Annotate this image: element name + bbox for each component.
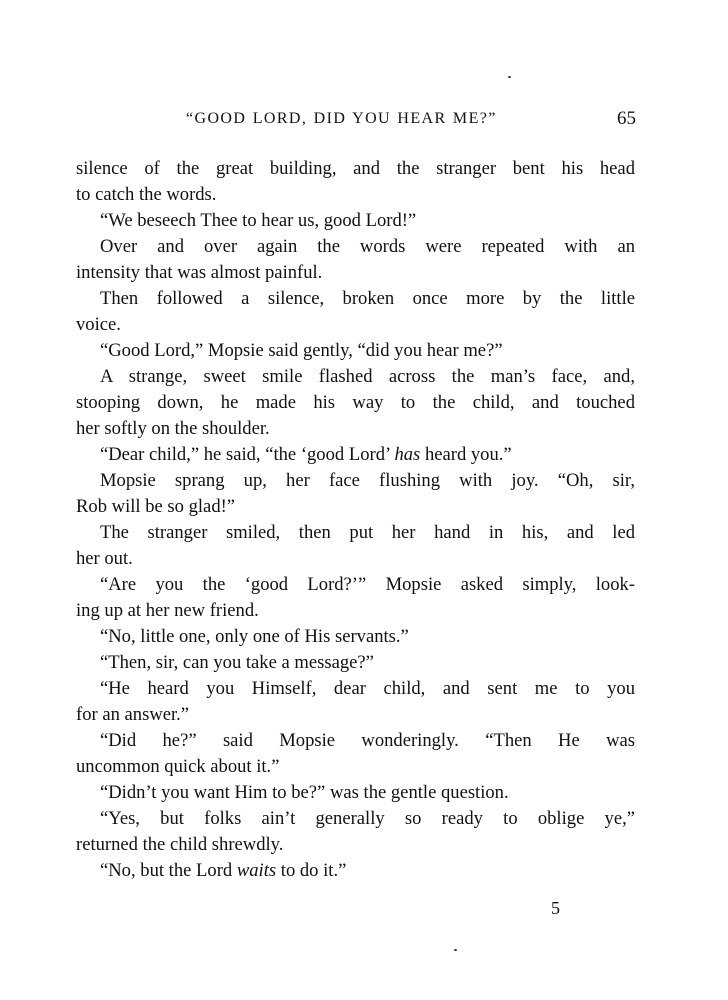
text-line: Mopsie sprang up, her face flushing with joy. “Oh, sir, bbox=[100, 470, 635, 491]
text-line: “Are you the ‘good Lord?’” Mopsie asked simply, look- bbox=[100, 574, 635, 595]
text-line: her out. bbox=[76, 548, 133, 569]
body-text bbox=[76, 156, 635, 884]
page-number: 65 bbox=[617, 108, 636, 129]
text-line: stooping down, he made his way to the child, and touched bbox=[76, 392, 635, 413]
text-line: uncommon quick about it.” bbox=[76, 756, 280, 777]
text-line: for an answer.” bbox=[76, 704, 190, 725]
text-line: ing up at her new friend. bbox=[76, 600, 259, 621]
text-line: intensity that was almost painful. bbox=[76, 262, 323, 283]
text-line: “Good Lord,” Mopsie said gently, “did you hear me?” bbox=[100, 340, 503, 361]
text-line: “Dear child,” he said, “the ‘good Lord’ has heard you.” bbox=[100, 444, 512, 465]
text-line: Then followed a silence, broken once more by the little bbox=[100, 288, 635, 309]
text-line: “Yes, but folks ain’t generally so ready to oblige ye,” bbox=[100, 808, 635, 829]
text-line: Over and over again the words were repeated with an bbox=[100, 236, 635, 257]
text-line: The stranger smiled, then put her hand in his, and led bbox=[100, 522, 635, 543]
text-line: “No, little one, only one of His servants.” bbox=[100, 626, 409, 647]
print-speck bbox=[454, 949, 457, 951]
running-title: “GOOD LORD, DID YOU HEAR ME?” bbox=[186, 110, 497, 127]
text-line: Rob will be so glad!” bbox=[76, 496, 236, 517]
text-line: her softly on the shoulder. bbox=[76, 418, 270, 439]
text-line: silence of the great building, and the stranger bent his head bbox=[76, 158, 635, 179]
print-speck bbox=[508, 76, 511, 78]
text-line: voice. bbox=[76, 314, 121, 335]
text-line: “Then, sir, can you take a message?” bbox=[100, 652, 374, 673]
text-line: A strange, sweet smile flashed across the man’s face, and, bbox=[100, 366, 635, 387]
text-line: “Didn’t you want Him to be?” was the gentle question. bbox=[100, 782, 509, 803]
text-line: “He heard you Himself, dear child, and sent me to you bbox=[100, 678, 635, 699]
signature-mark: 5 bbox=[551, 898, 560, 918]
text-line: “No, but the Lord waits to do it.” bbox=[100, 860, 347, 881]
text-line: to catch the words. bbox=[76, 184, 217, 205]
text-line: “We beseech Thee to hear us, good Lord!” bbox=[100, 210, 417, 231]
text-line: returned the child shrewdly. bbox=[76, 834, 284, 855]
text-line: “Did he?” said Mopsie wonderingly. “Then He was bbox=[100, 730, 635, 751]
running-head bbox=[76, 110, 636, 136]
